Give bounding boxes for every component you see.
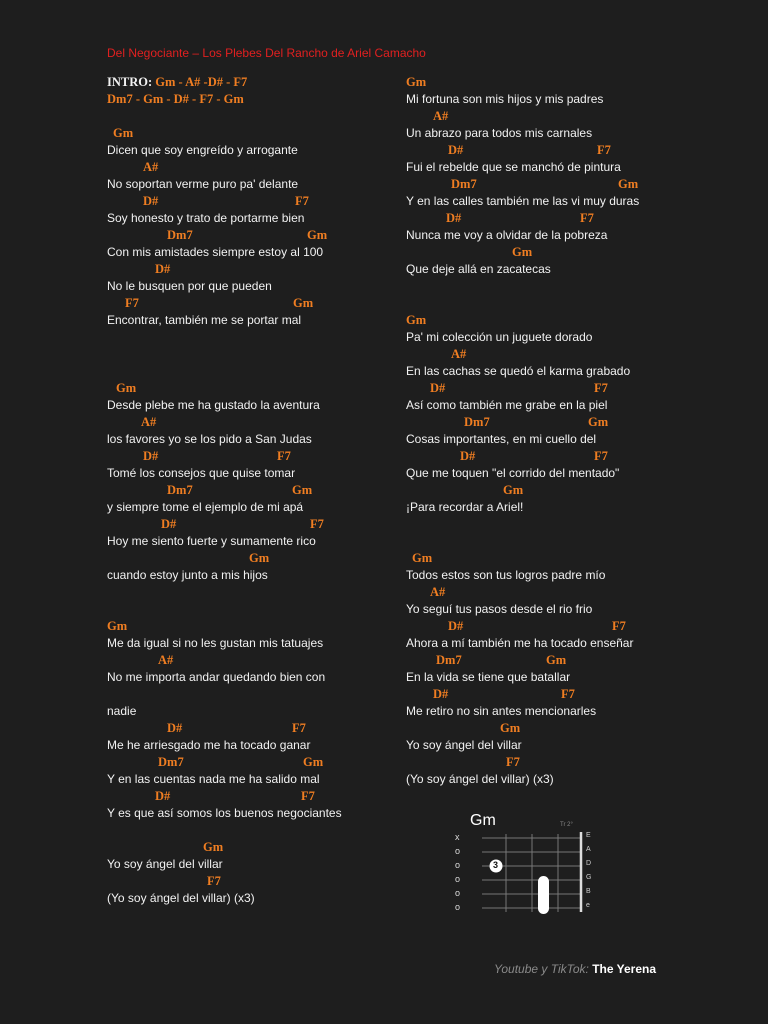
lyric-line: No le busquen por que pueden [107,279,272,293]
chord-label: Gm [107,619,128,633]
lyric-line: Ahora a mí también me ha tocado enseñar [406,636,634,650]
chord-label: D# [155,789,171,803]
lyric-line: los favores yo se los pido a San Judas [107,432,312,446]
chord-line [406,142,706,159]
lyric-line: Soy honesto y trato de portarme bien [107,211,305,225]
lyric-line: Yo soy ángel del villar [107,857,223,871]
chord-label: Gm [249,551,270,565]
footer-source: Youtube y TikTok: [494,962,589,976]
lyric-line: Me retiro no sin antes mencionarles [406,704,597,718]
chord-line [406,652,706,669]
chord-label: Gm [588,415,609,429]
chord-line [406,244,706,261]
intro-chords-line [107,91,397,108]
footer-author: The Yerena [592,962,657,976]
chord-label: Gm [203,840,224,854]
lyric-line: (Yo soy ángel del villar) (x3) [107,891,255,905]
left-column [107,74,397,907]
lyric-line: No me importa andar quedando bien con [107,670,326,684]
string-mark: o [455,846,461,856]
lyric-line: Mi fortuna son mis hijos y mis padres [406,92,604,106]
chord-line [406,414,706,431]
chord-line [107,873,397,890]
chord-line [107,482,397,499]
blank-line [107,686,397,703]
chord-label: Gm [618,177,639,191]
chord-label: Dm7 [167,483,193,497]
blank-line [406,278,706,295]
string-name: e [586,902,590,909]
lyric-line: Pa' mi colección un juguete dorado [406,330,593,344]
chord-label: F7 [561,687,575,701]
lyric-line: nadie [107,704,137,718]
chord-label: Gm [307,228,328,242]
chord-label: Dm7 [436,653,462,667]
chord-label: D# [460,449,476,463]
chord-label: F7 [580,211,594,225]
lyric-line: (Yo soy ángel del villar) (x3) [406,772,554,786]
lyric-line: Tomé los consejos que quise tomar [107,466,296,480]
chord-label: D# [430,381,446,395]
blank-line [107,601,397,618]
blank-line [107,108,397,125]
chord-label: F7 [207,874,221,888]
lyric-line: Un abrazo para todos mis carnales [406,126,593,140]
chord-label: A# [143,160,159,174]
chord-label: F7 [301,789,315,803]
lyric-line: En las cachas se quedó el karma grabado [406,364,631,378]
chord-label: Dm7 [464,415,490,429]
chord-line [406,448,706,465]
chord-line [406,380,706,397]
chord-label: Gm [406,313,427,327]
chord-line [107,414,397,431]
chord-label: Gm [503,483,524,497]
chord-diagram-name: Gm [470,812,496,829]
chord-label: A# [141,415,157,429]
string-name: G [586,874,592,881]
right-column [406,74,706,788]
finger-number: 3 [493,860,499,870]
lyric-line: Encontrar, también me se portar mal [107,313,302,327]
chord-label: D# [433,687,449,701]
chord-label: D# [448,143,464,157]
string-mark: x [455,832,460,842]
chord-label: D# [155,262,171,276]
lyric-line: En la vida se tiene que batallar [406,670,571,684]
chord-label: Gm [412,551,433,565]
lyric-line: Que me toquen "el corrido del mentado" [406,466,620,480]
chord-line [107,652,397,669]
credits-footer [494,962,656,976]
lyric-line: Fui el rebelde que se manchó de pintura [406,160,621,174]
chord-line [107,159,397,176]
chord-line [406,210,706,227]
chord-label: F7 [310,517,324,531]
chord-label: Gm [293,296,314,310]
chord-line [107,380,397,397]
lyric-line: Dicen que soy engreído y arrogante [107,143,298,157]
lyric-line: Que deje allá en zacatecas [406,262,551,276]
chord-label: D# [161,517,177,531]
chord-line [107,618,397,635]
blank-line [107,363,397,380]
song-title: Del Negociante – Los Plebes Del Rancho de Ariel Camacho [107,46,426,60]
chord-label: A# [158,653,174,667]
lyric-line: Así como también me grabe en la piel [406,398,608,412]
string-name: D [586,860,592,867]
chord-line [107,550,397,567]
chord-label: Dm7 [167,228,193,242]
chord-line [107,125,397,142]
chord-label: Gm [406,75,427,89]
chord-line [107,720,397,737]
lyric-line: Nunca me voy a olvidar de la pobreza [406,228,608,242]
intro-line [107,74,397,91]
string-mark: o [455,902,461,912]
lyric-line: Yo seguí tus pasos desde el rio frio [406,602,593,616]
chord-label: D# [167,721,183,735]
chord-line [107,261,397,278]
chord-label: A# [430,585,446,599]
lyric-line: Y en las cuentas nada me ha salido mal [107,772,320,786]
blank-line [107,346,397,363]
chord-label: Gm [113,126,134,140]
string-mark: o [455,860,461,870]
lyric-line: Yo soy ángel del villar [406,738,522,752]
blank-line [107,329,397,346]
chord-label: Dm7 [451,177,477,191]
chord-label: A# [451,347,467,361]
chord-label: D# [448,619,464,633]
blank-line [406,533,706,550]
intro-chords: Dm7 - Gm - D# - F7 - Gm [107,92,244,106]
blank-line [107,584,397,601]
fretboard-graphic [448,810,598,920]
string-mark: o [455,888,461,898]
chord-line [107,839,397,856]
chord-diagram-transpose: Tr 2° [560,822,573,828]
chord-label: F7 [612,619,626,633]
chord-line [406,312,706,329]
lyric-line: Hoy me siento fuerte y sumamente rico [107,534,316,548]
blank-line [406,295,706,312]
lyric-line: Me da igual si no les gustan mis tatuajes [107,636,324,650]
chord-label: F7 [277,449,291,463]
intro-label: INTRO: [107,75,153,89]
chord-label: F7 [594,449,608,463]
chord-label: D# [143,449,159,463]
chord-line [406,720,706,737]
string-mark: o [455,874,461,884]
gm-chord-diagram [448,810,598,920]
chord-line [406,618,706,635]
lyric-line: cuando estoy junto a mis hijos [107,568,268,582]
lyric-line: Con mis amistades siempre estoy al 100 [107,245,324,259]
string-name: E [586,832,591,839]
chord-line [406,584,706,601]
chord-line [406,74,706,91]
chord-label: Gm [303,755,324,769]
chord-line [107,754,397,771]
chord-label: F7 [594,381,608,395]
blank-line [406,516,706,533]
chord-label: F7 [506,755,520,769]
lyric-line: Me he arriesgado me ha tocado ganar [107,738,311,752]
lyric-line: Y en las calles también me las vi muy duras [406,194,640,208]
string-name: B [586,888,591,895]
lyric-line: Todos estos son tus logros padre mío [406,568,606,582]
chord-label: Gm [292,483,313,497]
intro-chords: Gm - A# -D# - F7 [152,75,248,89]
lyric-line: Y es que así somos los buenos negociantes [107,806,342,820]
chord-line [107,516,397,533]
chord-line [406,346,706,363]
string-name: A [586,846,591,853]
lyric-line: No soportan verme puro pa' delante [107,177,299,191]
chord-line [406,686,706,703]
chord-line [107,193,397,210]
chord-label: Gm [546,653,567,667]
chord-label: A# [433,109,449,123]
chord-label: F7 [125,296,139,310]
lyric-line: y siempre tome el ejemplo de mi apá [107,500,304,514]
chord-label: F7 [295,194,309,208]
chord-line [406,482,706,499]
chord-line [406,550,706,567]
lyric-line: Desde plebe me ha gustado la aventura [107,398,320,412]
lyric-line: ¡Para recordar a Ariel! [406,500,524,514]
chord-line [406,754,706,771]
chord-line [406,108,706,125]
chord-label: Gm [116,381,137,395]
chord-line [107,227,397,244]
chord-label: Gm [512,245,533,259]
chord-label: F7 [597,143,611,157]
chord-label: Gm [500,721,521,735]
chord-label: D# [143,194,159,208]
chord-label: F7 [292,721,306,735]
chord-line [107,448,397,465]
chord-label: Dm7 [158,755,184,769]
lyric-line: Cosas importantes, en mi cuello del [406,432,597,446]
chord-label: D# [446,211,462,225]
blank-line [107,822,397,839]
chord-line [107,788,397,805]
chord-line [107,295,397,312]
chord-line [406,176,706,193]
